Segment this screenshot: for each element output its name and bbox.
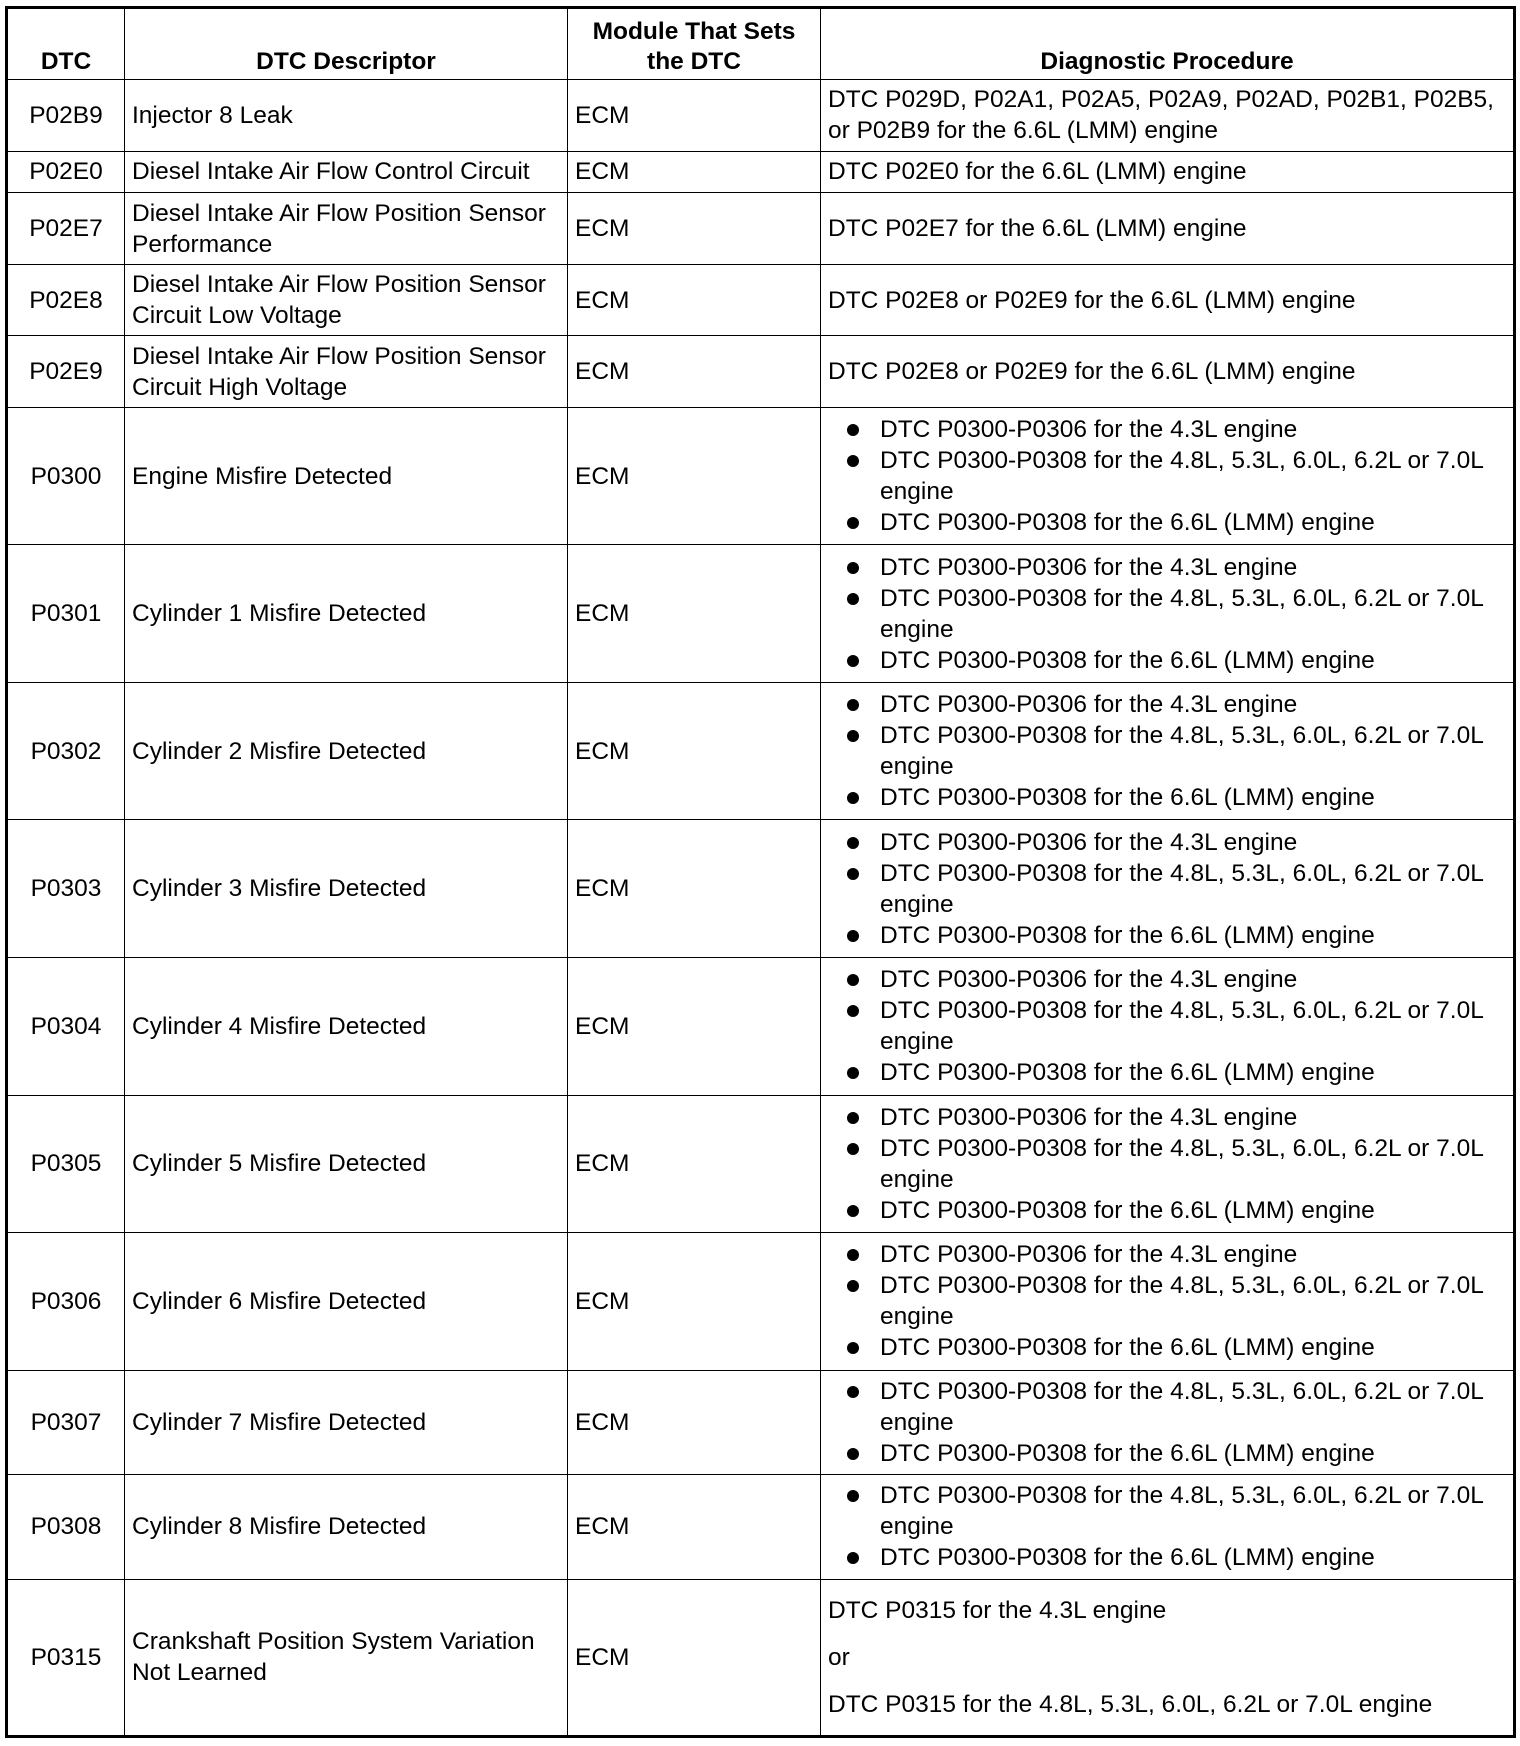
- dtc-descriptor: Cylinder 7 Misfire Detected: [125, 1370, 568, 1475]
- dtc-module: ECM: [568, 1233, 821, 1371]
- dtc-descriptor: Diesel Intake Air Flow Position Sensor Circuit Low Voltage: [125, 264, 568, 336]
- procedure-text: DTC P02E7 for the 6.6L (LMM) engine: [828, 215, 1247, 243]
- dtc-code: P02B9: [7, 80, 125, 152]
- table-header: [7, 8, 1515, 80]
- dtc-descriptor: Cylinder 8 Misfire Detected: [125, 1475, 568, 1580]
- table-row: [7, 1579, 1515, 1736]
- diagnostic-procedure: [821, 1579, 1515, 1736]
- procedure-list: [828, 1480, 1506, 1573]
- dtc-code: P0300: [7, 407, 125, 545]
- dtc-module: ECM: [568, 1579, 821, 1736]
- table-row: [7, 407, 1515, 545]
- dtc-code: P0306: [7, 1233, 125, 1371]
- table-row: [7, 545, 1515, 683]
- table-row: [7, 151, 1515, 193]
- dtc-code: P0305: [7, 1095, 125, 1233]
- procedure-list-item: DTC P0300-P0306 for the 4.3L engine: [880, 552, 1506, 583]
- table-row: [7, 1095, 1515, 1233]
- header-dtc: DTC: [7, 8, 125, 80]
- table-row: [7, 264, 1515, 336]
- dtc-descriptor: Cylinder 5 Misfire Detected: [125, 1095, 568, 1233]
- procedure-list-item: DTC P0300-P0308 for the 6.6L (LMM) engine: [880, 1542, 1506, 1573]
- diagnostic-procedure: [821, 193, 1515, 265]
- dtc-descriptor: Cylinder 4 Misfire Detected: [125, 957, 568, 1095]
- dtc-descriptor: Diesel Intake Air Flow Position Sensor Performance: [125, 193, 568, 265]
- dtc-code: P0303: [7, 820, 125, 958]
- procedure-list-item: DTC P0300-P0308 for the 6.6L (LMM) engine: [880, 507, 1506, 538]
- procedure-list-item: DTC P0300-P0306 for the 4.3L engine: [880, 414, 1506, 445]
- diagnostic-procedure: [821, 1370, 1515, 1475]
- procedure-list-item: DTC P0300-P0308 for the 4.8L, 5.3L, 6.0L, 6.2L or 7.0L engine: [880, 1133, 1506, 1195]
- diagnostic-procedure: [821, 407, 1515, 545]
- procedure-list: [828, 1102, 1506, 1226]
- diagnostic-procedure: [821, 336, 1515, 408]
- table-body: [7, 80, 1515, 1737]
- dtc-descriptor: Injector 8 Leak: [125, 80, 568, 152]
- diagnostic-procedure: [821, 957, 1515, 1095]
- procedure-list-item: DTC P0300-P0306 for the 4.3L engine: [880, 689, 1506, 720]
- dtc-module: ECM: [568, 1475, 821, 1580]
- dtc-descriptor: Cylinder 2 Misfire Detected: [125, 682, 568, 820]
- dtc-module: ECM: [568, 193, 821, 265]
- procedure-list: [828, 414, 1506, 538]
- dtc-module: ECM: [568, 820, 821, 958]
- table-row: [7, 820, 1515, 958]
- diagnostic-procedure: [821, 1095, 1515, 1233]
- header-module: Module That Sets the DTC: [568, 8, 821, 80]
- procedure-list-item: DTC P0300-P0306 for the 4.3L engine: [880, 1102, 1506, 1133]
- table-row: [7, 1475, 1515, 1580]
- table-row: [7, 1233, 1515, 1371]
- procedure-list: [828, 552, 1506, 676]
- procedure-list: [828, 1239, 1506, 1363]
- dtc-descriptor: Crankshaft Position System Variation Not Learned: [125, 1579, 568, 1736]
- procedure-list-item: DTC P0300-P0308 for the 4.8L, 5.3L, 6.0L, 6.2L or 7.0L engine: [880, 720, 1506, 782]
- table-row: [7, 336, 1515, 408]
- dtc-code: P0308: [7, 1475, 125, 1580]
- procedure-list-item: DTC P0300-P0308 for the 6.6L (LMM) engine: [880, 1057, 1506, 1088]
- procedure-paragraph: DTC P0315 for the 4.8L, 5.3L, 6.0L, 6.2L or 7.0L engine: [828, 1690, 1433, 1718]
- dtc-descriptor: Cylinder 1 Misfire Detected: [125, 545, 568, 683]
- diagnostic-procedure: [821, 1475, 1515, 1580]
- dtc-descriptor: Cylinder 3 Misfire Detected: [125, 820, 568, 958]
- diagnostic-procedure: [821, 80, 1515, 152]
- procedure-list: [828, 1376, 1506, 1469]
- procedure-list-item: DTC P0300-P0308 for the 6.6L (LMM) engine: [880, 1195, 1506, 1226]
- dtc-module: ECM: [568, 1370, 821, 1475]
- dtc-code: P0307: [7, 1370, 125, 1475]
- table-row: [7, 193, 1515, 265]
- procedure-list-item: DTC P0300-P0308 for the 4.8L, 5.3L, 6.0L, 6.2L or 7.0L engine: [880, 583, 1506, 645]
- procedure-list-item: DTC P0300-P0308 for the 4.8L, 5.3L, 6.0L, 6.2L or 7.0L engine: [880, 1480, 1506, 1542]
- procedure-list: [828, 827, 1506, 951]
- table-row: [7, 682, 1515, 820]
- procedure-list-item: DTC P0300-P0308 for the 6.6L (LMM) engine: [880, 782, 1506, 813]
- dtc-code: P0304: [7, 957, 125, 1095]
- dtc-module: ECM: [568, 336, 821, 408]
- dtc-code: P0302: [7, 682, 125, 820]
- dtc-descriptor: Diesel Intake Air Flow Control Circuit: [125, 151, 568, 193]
- diagnostic-procedure: [821, 151, 1515, 193]
- dtc-code: P02E0: [7, 151, 125, 193]
- dtc-descriptor: Cylinder 6 Misfire Detected: [125, 1233, 568, 1371]
- diagnostic-procedure: [821, 545, 1515, 683]
- dtc-module: ECM: [568, 957, 821, 1095]
- dtc-code: P02E9: [7, 336, 125, 408]
- table-row: [7, 80, 1515, 152]
- procedure-list-item: DTC P0300-P0306 for the 4.3L engine: [880, 827, 1506, 858]
- dtc-module: ECM: [568, 151, 821, 193]
- dtc-code: P0315: [7, 1579, 125, 1736]
- dtc-descriptor: Diesel Intake Air Flow Position Sensor Circuit High Voltage: [125, 336, 568, 408]
- dtc-module: ECM: [568, 1095, 821, 1233]
- procedure-paragraph: or: [828, 1643, 850, 1671]
- procedure-list-item: DTC P0300-P0308 for the 4.8L, 5.3L, 6.0L, 6.2L or 7.0L engine: [880, 445, 1506, 507]
- diagnostic-procedure: [821, 682, 1515, 820]
- dtc-code: P02E7: [7, 193, 125, 265]
- procedure-list-item: DTC P0300-P0308 for the 4.8L, 5.3L, 6.0L, 6.2L or 7.0L engine: [880, 1376, 1506, 1438]
- procedure-list-item: DTC P0300-P0306 for the 4.3L engine: [880, 1239, 1506, 1270]
- dtc-table: [5, 6, 1516, 1738]
- diagnostic-procedure: [821, 264, 1515, 336]
- procedure-text: DTC P029D, P02A1, P02A5, P02A9, P02AD, P02B1, P02B5, or P02B9 for the 6.6L (LMM) engine: [828, 86, 1494, 145]
- procedure-paragraph: DTC P0315 for the 4.3L engine: [828, 1596, 1167, 1624]
- procedure-list-item: DTC P0300-P0308 for the 4.8L, 5.3L, 6.0L, 6.2L or 7.0L engine: [880, 995, 1506, 1057]
- procedure-list-item: DTC P0300-P0308 for the 6.6L (LMM) engine: [880, 1332, 1506, 1363]
- table-row: [7, 957, 1515, 1095]
- procedure-list-item: DTC P0300-P0306 for the 4.3L engine: [880, 964, 1506, 995]
- dtc-module: ECM: [568, 80, 821, 152]
- dtc-module: ECM: [568, 264, 821, 336]
- header-row: [7, 8, 1515, 80]
- procedure-text: DTC P02E0 for the 6.6L (LMM) engine: [828, 158, 1247, 186]
- procedure-text: DTC P02E8 or P02E9 for the 6.6L (LMM) engine: [828, 358, 1356, 386]
- dtc-descriptor: Engine Misfire Detected: [125, 407, 568, 545]
- dtc-module: ECM: [568, 545, 821, 683]
- procedure-list-item: DTC P0300-P0308 for the 4.8L, 5.3L, 6.0L, 6.2L or 7.0L engine: [880, 858, 1506, 920]
- diagnostic-procedure: [821, 820, 1515, 958]
- dtc-module: ECM: [568, 682, 821, 820]
- procedure-list-item: DTC P0300-P0308 for the 6.6L (LMM) engine: [880, 645, 1506, 676]
- procedure-list-item: DTC P0300-P0308 for the 4.8L, 5.3L, 6.0L, 6.2L or 7.0L engine: [880, 1270, 1506, 1332]
- header-procedure: Diagnostic Procedure: [821, 8, 1515, 80]
- dtc-code: P0301: [7, 545, 125, 683]
- table-row: [7, 1370, 1515, 1475]
- diagnostic-procedure: [821, 1233, 1515, 1371]
- procedure-list-item: DTC P0300-P0308 for the 6.6L (LMM) engine: [880, 1438, 1506, 1469]
- dtc-module: ECM: [568, 407, 821, 545]
- procedure-list-item: DTC P0300-P0308 for the 6.6L (LMM) engine: [880, 920, 1506, 951]
- header-descriptor: DTC Descriptor: [125, 8, 568, 80]
- procedure-list: [828, 964, 1506, 1088]
- procedure-text: DTC P02E8 or P02E9 for the 6.6L (LMM) engine: [828, 286, 1356, 314]
- procedure-list: [828, 689, 1506, 813]
- dtc-code: P02E8: [7, 264, 125, 336]
